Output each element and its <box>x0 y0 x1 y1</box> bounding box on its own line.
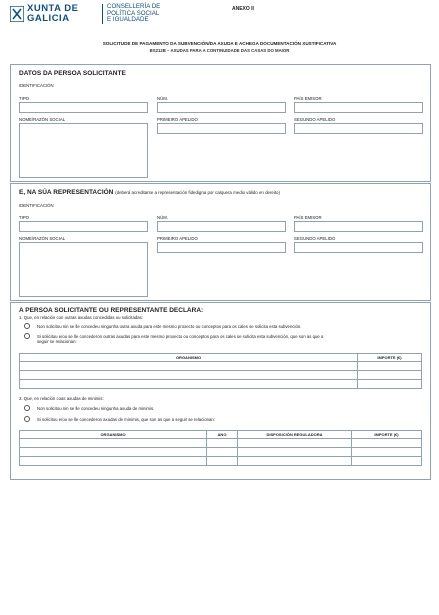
column-header: ORGANISMO <box>20 431 207 439</box>
table-cell[interactable] <box>358 380 422 389</box>
section-title: A PERSOA SOLICITANTE OU REPRESENTANTE DECLARA: <box>19 307 204 314</box>
minimis-aids-table <box>19 430 422 466</box>
table-cell[interactable] <box>207 448 238 457</box>
applicant-section <box>10 64 431 182</box>
number-label: NÚM. <box>157 215 168 220</box>
section-title: DATOS DA PERSOA SOLICITANTE <box>19 70 126 77</box>
table-cell[interactable] <box>238 457 352 466</box>
surname2-label: SEGUNDO APELIDO <box>294 236 336 241</box>
department-name: CONSELLERÍA DE POLÍTICA SOCIAL E IGUALDADE <box>102 4 160 24</box>
name-field[interactable] <box>19 242 148 297</box>
table-cell[interactable] <box>352 439 422 448</box>
table-cell[interactable] <box>20 457 207 466</box>
section-note: (deberá acreditarse a representación fidedigna por calquera medio válido en dereito) <box>115 190 280 195</box>
name-label: NOME/RAZÓN SOCIAL <box>19 236 66 241</box>
surname2-field[interactable] <box>294 123 423 134</box>
table-row <box>20 439 422 448</box>
number-field[interactable] <box>157 221 286 232</box>
country-field[interactable] <box>294 221 423 232</box>
type-label: TIPO <box>19 96 30 101</box>
surname2-field[interactable] <box>294 242 423 253</box>
name-field[interactable] <box>19 123 148 178</box>
table-cell[interactable] <box>207 439 238 448</box>
country-field[interactable] <box>294 102 423 113</box>
type-field[interactable] <box>19 221 148 232</box>
item1-option1-label: Non solicitou nin se lle concedeu ningunha outra axuda para este mesmo proxecto ou conceptos para os cales se solicita esta subvención. <box>37 324 302 329</box>
item2-option2-radio[interactable] <box>24 416 30 422</box>
surname1-label: PRIMEIRO APELIDO <box>157 236 198 241</box>
table-cell[interactable] <box>20 362 358 371</box>
table-cell[interactable] <box>358 362 422 371</box>
table-cell[interactable] <box>352 448 422 457</box>
table-cell[interactable] <box>358 371 422 380</box>
table-cell[interactable] <box>352 457 422 466</box>
xunta-emblem-icon <box>10 6 24 22</box>
item1-option1-radio[interactable] <box>24 323 30 329</box>
number-label: NÚM. <box>157 96 168 101</box>
column-header: DISPOSICIÓN REGULADORA <box>238 431 352 439</box>
declaration-item-2: 2. Que, en relación coas axudas de minimis: <box>19 396 104 401</box>
table-row <box>20 362 422 371</box>
table-row <box>20 457 422 466</box>
declaration-section <box>10 302 431 480</box>
representative-section <box>10 183 431 301</box>
document-title: SOLICITUDE DE PAGAMENTO DA SUBVENCIÓN/DA AXUDA E ACHEGA DOCUMENTACIÓN XUSTIFICATIVA <box>102 41 337 46</box>
item2-option1-label: Non solicitou nin se lle concedeu ningunha axuda de minimis. <box>37 406 155 411</box>
identification-label: IDENTIFICACIÓN <box>19 83 54 88</box>
logo-name: XUNTA DE GALICIA <box>27 3 79 24</box>
xunta-logo <box>10 4 100 28</box>
annex-label: ANEXO II <box>232 6 254 12</box>
table-cell[interactable] <box>20 439 207 448</box>
surname1-label: PRIMEIRO APELIDO <box>157 117 198 122</box>
column-header: ORGANISMO <box>20 354 358 362</box>
table-cell[interactable] <box>238 439 352 448</box>
section-title: E, NA SÚA REPRESENTACIÓN (deberá acreditarse a representación fidedigna por calquera medio válido en dereito) <box>19 189 280 196</box>
table-row <box>20 371 422 380</box>
identification-label: IDENTIFICACIÓN <box>19 203 54 208</box>
declaration-item-1: 1. Que, en relación con outras axudas concedidas ou solicitadas: <box>19 315 143 320</box>
table-row <box>20 380 422 389</box>
table-cell[interactable] <box>20 371 358 380</box>
type-field[interactable] <box>19 102 148 113</box>
column-header: IMPORTE (€) <box>352 431 422 439</box>
country-label: PAÍS EMISOR <box>294 96 322 101</box>
column-header: ANO <box>207 431 238 439</box>
item2-option2-label: Si solicitou e/ou se lle concederon axudas de minimis, que son as que a seguir se relacionan: <box>37 417 215 422</box>
column-header: IMPORTE (€) <box>358 354 422 362</box>
item1-option2-radio[interactable] <box>24 333 30 339</box>
item2-option1-radio[interactable] <box>24 405 30 411</box>
surname2-label: SEGUNDO APELIDO <box>294 117 336 122</box>
other-aids-table <box>19 353 422 389</box>
surname1-field[interactable] <box>157 123 286 134</box>
country-label: PAÍS EMISOR <box>294 215 322 220</box>
type-label: TIPO <box>19 215 30 220</box>
document-subtitle: BS212B – AXUDAS PARA A CONTINUIDADE DAS CASAS DO MAIOR <box>149 48 290 53</box>
page-header <box>10 4 430 30</box>
table-cell[interactable] <box>207 457 238 466</box>
surname1-field[interactable] <box>157 242 286 253</box>
name-label: NOME/RAZÓN SOCIAL <box>19 117 66 122</box>
item1-option2-label: Si solicitou e/ou se lle concederon outras axudas para este mesmo proxecto ou conceptos para os cales se solicita esta subvención, que son as que a seguir se relacionan: <box>37 334 324 344</box>
table-cell[interactable] <box>20 380 358 389</box>
table-cell[interactable] <box>20 448 207 457</box>
number-field[interactable] <box>157 102 286 113</box>
table-row <box>20 448 422 457</box>
table-cell[interactable] <box>238 448 352 457</box>
